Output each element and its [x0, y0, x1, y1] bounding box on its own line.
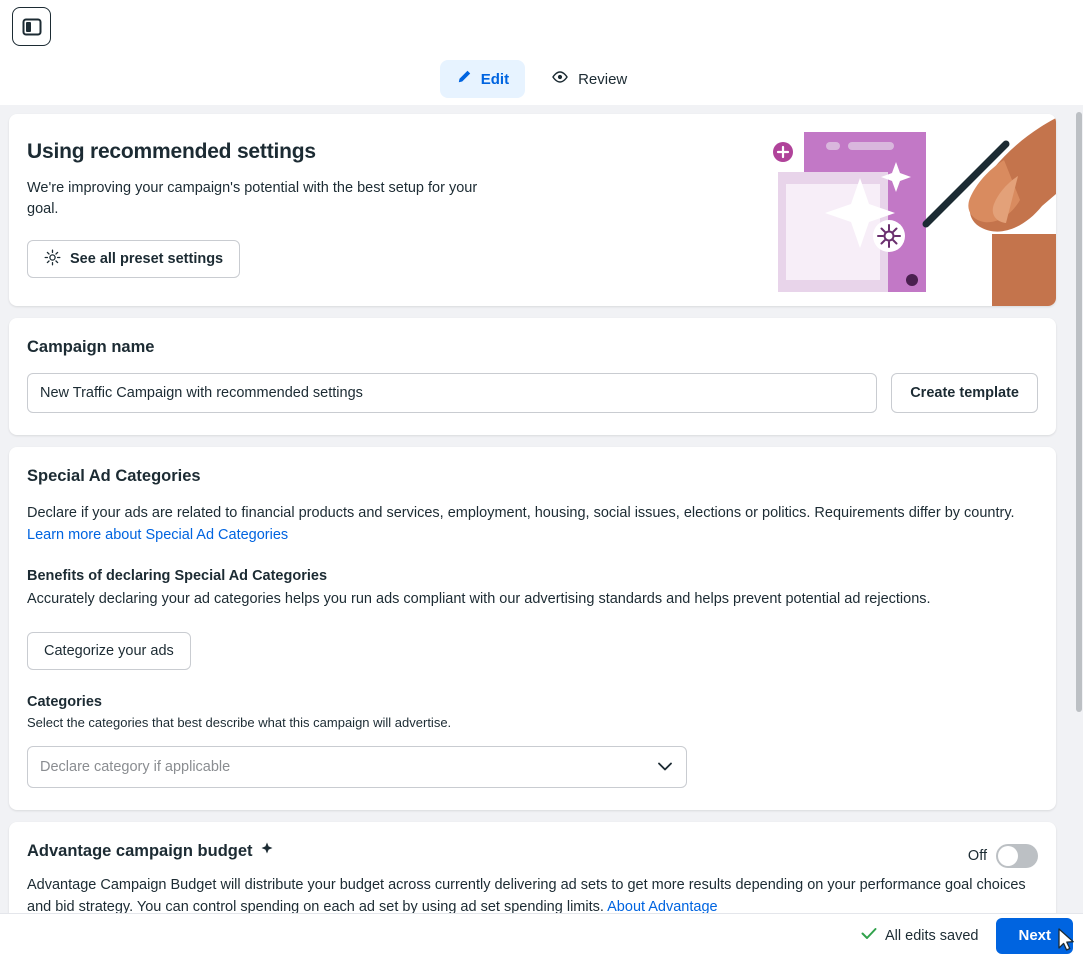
- special-ad-categories-heading: Special Ad Categories: [27, 467, 201, 485]
- advantage-budget-description-text: Advantage Campaign Budget will distribute your budget across currently delivering ad sets to get more results depending on your performance goal choices and bid strategy. You can control spending on each ad set by using ad set spending limits.: [27, 877, 1026, 913]
- check-icon: [861, 927, 877, 944]
- banner-title: Using recommended settings: [27, 140, 316, 163]
- tab-edit-label: Edit: [480, 70, 510, 88]
- advantage-budget-title-row: [27, 842, 1038, 861]
- benefits-heading: Benefits of declaring Special Ad Categories: [27, 568, 328, 584]
- advantage-budget-toggle-label: Off: [967, 848, 987, 864]
- advantage-budget-description: [27, 874, 1038, 913]
- campaign-name-heading: Campaign name: [27, 338, 155, 356]
- special-ad-categories-section: [9, 447, 1056, 810]
- tab-edit[interactable]: [440, 60, 525, 98]
- advantage-budget-toggle-wrap: [968, 844, 1038, 868]
- see-all-preset-settings-button[interactable]: [27, 240, 240, 278]
- gear-icon: [44, 249, 61, 270]
- special-ad-categories-card: [9, 447, 1056, 810]
- advantage-budget-toggle[interactable]: [996, 844, 1038, 868]
- scrollbar-thumb[interactable]: [1076, 112, 1082, 712]
- mode-tabs: [0, 60, 1083, 98]
- advantage-campaign-budget-card: [9, 822, 1056, 913]
- next-button[interactable]: Next: [996, 918, 1073, 954]
- recommended-settings-banner: [9, 114, 1056, 306]
- benefits-text: Accurately declaring your ad categories helps you run ads compliant with our advertising standards and helps prevent potential ad rejections.: [27, 591, 931, 607]
- advantage-campaign-budget-section: [9, 822, 1056, 913]
- advantage-budget-about-link[interactable]: About Advantage: [607, 899, 718, 913]
- special-ad-categories-learn-more-link[interactable]: Learn more about Special Ad Categories: [27, 527, 289, 543]
- save-status: [861, 927, 979, 944]
- pencil-icon: [456, 69, 472, 89]
- special-ad-categories-description: [27, 502, 1038, 546]
- categories-heading: Categories: [27, 694, 102, 710]
- campaign-name-input[interactable]: [27, 373, 877, 413]
- campaign-name-section: [9, 318, 1056, 435]
- categories-select-value: Declare category if applicable: [40, 759, 231, 775]
- categorize-your-ads-button[interactable]: Categorize your ads: [27, 632, 191, 670]
- panel-layout-icon: [22, 17, 42, 37]
- special-ad-categories-description-text: Declare if your ads are related to financial products and services, employment, housing, social issues, elections or politics. Requirements differ by country.: [27, 505, 1015, 521]
- form-scroll-area[interactable]: [0, 105, 1083, 913]
- tab-review-label: Review: [578, 70, 628, 88]
- categories-select[interactable]: [27, 746, 687, 788]
- sparkle-icon: [260, 842, 274, 861]
- campaign-name-card: [9, 318, 1056, 435]
- banner-illustration: [756, 114, 1056, 306]
- save-status-label: All edits saved: [884, 927, 979, 944]
- categories-sub-label: Select the categories that best describe what this campaign will advertise.: [27, 715, 452, 730]
- eye-icon: [551, 69, 569, 89]
- see-all-preset-settings-label: See all preset settings: [70, 251, 224, 267]
- advantage-budget-title: Advantage campaign budget: [27, 842, 253, 860]
- footer-bar: [0, 913, 1083, 957]
- top-bar: [0, 0, 1083, 105]
- chevron-down-icon: [658, 759, 672, 775]
- advantage-budget-toggle-knob: [998, 846, 1018, 866]
- panel-toggle-button[interactable]: [12, 7, 51, 46]
- campaign-name-row: [27, 373, 1038, 413]
- tab-review[interactable]: [535, 60, 643, 98]
- banner-description: We're improving your campaign's potential with the best setup for your goal.: [27, 180, 478, 217]
- create-template-button[interactable]: Create template: [891, 373, 1038, 413]
